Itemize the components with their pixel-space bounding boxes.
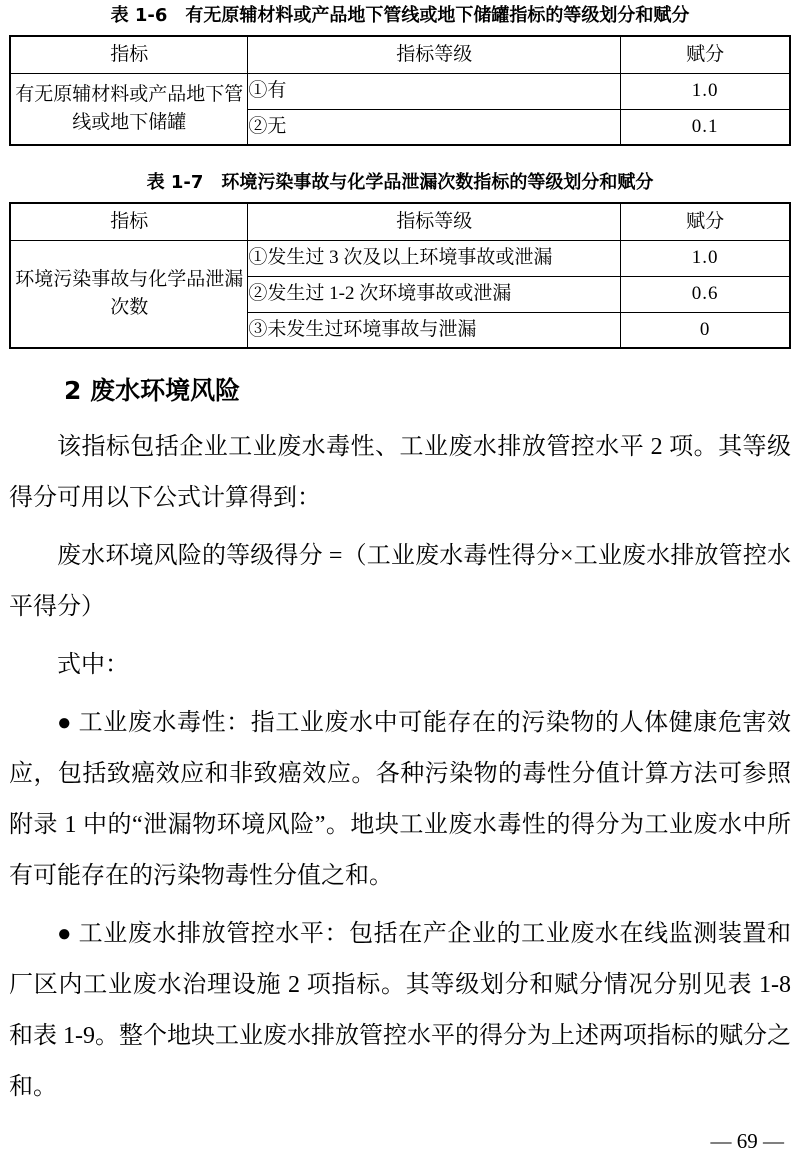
header-grade: 指标等级 bbox=[248, 203, 621, 240]
score-cell: 0 bbox=[621, 312, 790, 348]
table-row bbox=[10, 36, 790, 73]
grade-cell: ②发生过 1-2 次环境事故或泄漏 bbox=[248, 276, 621, 312]
indicator-cell: 有无原辅材料或产品地下管线或地下储罐 bbox=[10, 73, 248, 145]
table-row bbox=[10, 73, 790, 109]
table-row bbox=[10, 203, 790, 240]
grade-cell: ①发生过 3 次及以上环境事故或泄漏 bbox=[248, 240, 621, 276]
paragraph-formula: 废水环境风险的等级得分 =（工业废水毒性得分×工业废水排放管控水平得分） bbox=[9, 543, 791, 620]
table-1-6-caption: 表 1-6 有无原辅材料或产品地下管线或地下储罐指标的等级划分和赋分 bbox=[110, 5, 690, 26]
header-score: 赋分 bbox=[621, 36, 790, 73]
header-grade: 指标等级 bbox=[248, 36, 621, 73]
header-score: 赋分 bbox=[621, 203, 790, 240]
paragraph-where: 式中： bbox=[57, 652, 129, 678]
grade-cell: ②无 bbox=[248, 109, 621, 145]
paragraph-intro: 该指标包括企业工业废水毒性、工业废水排放管控水平 2 项。其等级得分可用以下公式计算得到： bbox=[9, 434, 791, 511]
grade-cell: ③未发生过环境事故与泄漏 bbox=[248, 312, 621, 348]
table-1-7-caption: 表 1-7 环境污染事故与化学品泄漏次数指标的等级划分和赋分 bbox=[146, 172, 654, 193]
indicator-cell: 环境污染事故与化学品泄漏次数 bbox=[10, 240, 248, 348]
table-1-7 bbox=[9, 202, 791, 349]
score-cell: 1.0 bbox=[621, 240, 790, 276]
paragraph-bullet-wastewater-toxicity: ● 工业废水毒性：指工业废水中可能存在的污染物的人体健康危害效应，包括致癌效应和非致癌效应。各种污染物的毒性分值计算方法可参照附录 1 中的“泄漏物环境风险”。地块工业废水毒性的得分为工业废水中所有可能存在的污染物毒性分值之和。 bbox=[9, 710, 791, 889]
table-row bbox=[10, 240, 790, 276]
header-indicator: 指标 bbox=[10, 203, 248, 240]
table-1-6 bbox=[9, 35, 791, 146]
header-indicator: 指标 bbox=[10, 36, 248, 73]
grade-cell: ①有 bbox=[248, 73, 621, 109]
score-cell: 0.6 bbox=[621, 276, 790, 312]
score-cell: 0.1 bbox=[621, 109, 790, 145]
section-body bbox=[9, 422, 791, 1113]
section-heading: 2 废水环境风险 bbox=[64, 376, 241, 405]
paragraph-bullet-discharge-control: ● 工业废水排放管控水平：包括在产企业的工业废水在线监测装置和厂区内工业废水治理设施 2 项指标。其等级划分和赋分情况分别见表 1-8 和表 1-9。整个地块工业废水排放管控水平的得分为上述两项指标的赋分之和。 bbox=[9, 921, 791, 1100]
page-number: — 69 — bbox=[710, 1129, 784, 1153]
score-cell: 1.0 bbox=[621, 73, 790, 109]
